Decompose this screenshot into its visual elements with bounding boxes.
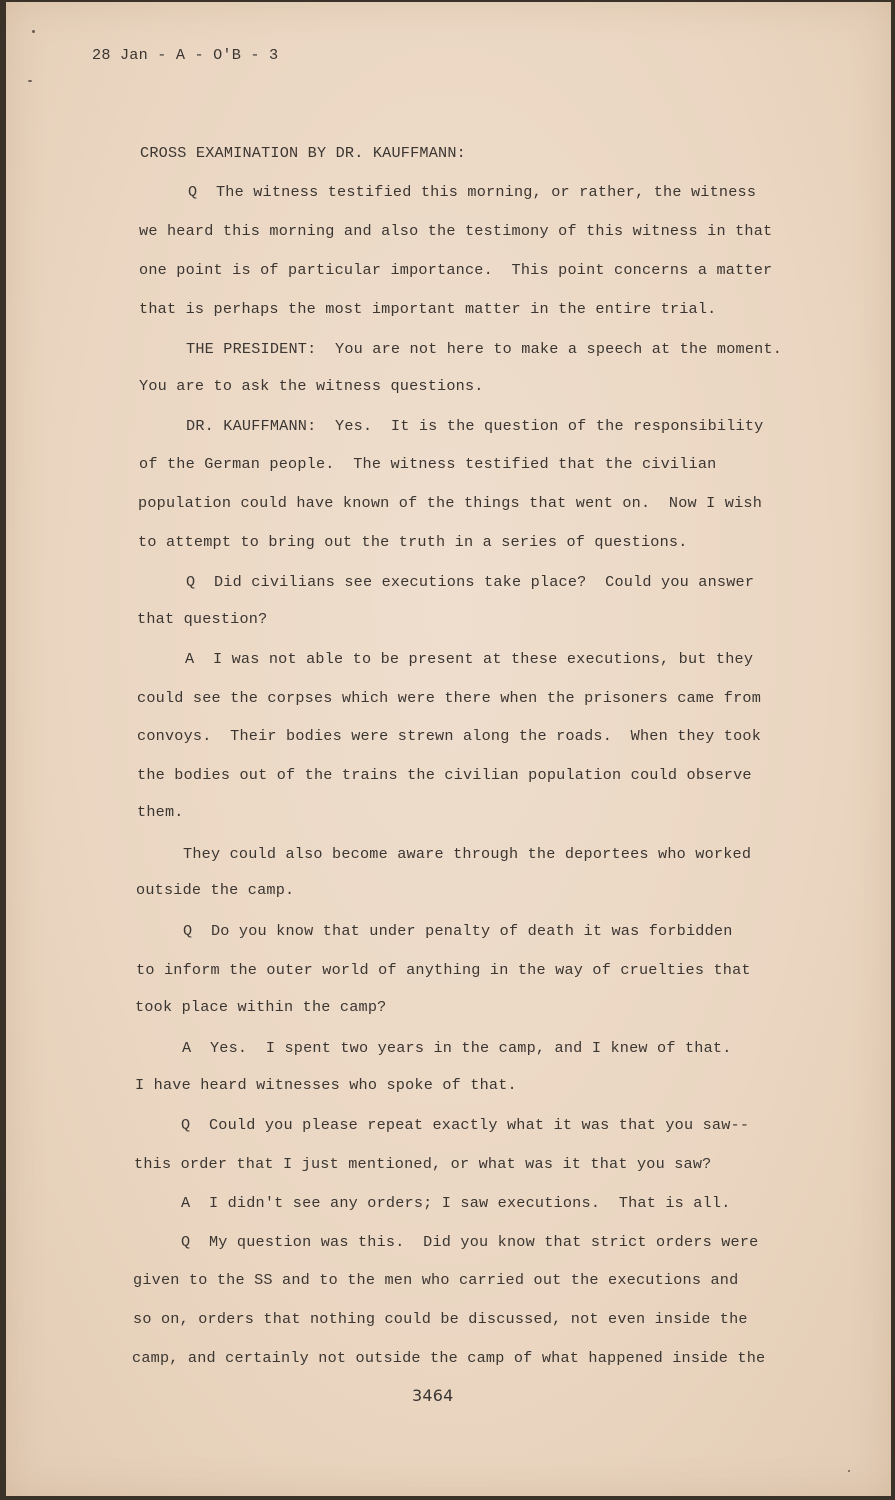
section-heading: CROSS EXAMINATION BY DR. KAUFFMANN:	[140, 144, 466, 162]
text-line: could see the corpses which were there when the prisoners came from	[137, 689, 762, 707]
text-line: A I was not able to be present at these executions, but they	[185, 650, 754, 668]
paper-speck	[32, 30, 35, 33]
page-number: 3464	[412, 1386, 454, 1405]
text-line: Q My question was this. Did you know that strict orders were	[181, 1233, 759, 1251]
text-line: that is perhaps the most important matter in the entire trial.	[139, 300, 717, 318]
text-line: THE PRESIDENT: You are not here to make a speech at the moment.	[186, 340, 783, 358]
text-line: to inform the outer world of anything in the way of cruelties that	[136, 961, 751, 979]
paper-speck	[28, 80, 32, 82]
text-line: They could also become aware through the deportees who worked	[183, 845, 752, 863]
page-header: 28 Jan - A - O'B - 3	[92, 46, 279, 64]
text-line: You are to ask the witness questions.	[139, 377, 484, 395]
text-line: Q The witness testified this morning, or rather, the witness	[188, 183, 757, 201]
text-line: population could have known of the things that went on. Now I wish	[138, 494, 763, 512]
text-line: A I didn't see any orders; I saw executions. That is all.	[181, 1194, 731, 1212]
text-line: of the German people. The witness testified that the civilian	[139, 455, 717, 473]
text-line: given to the SS and to the men who carried out the executions and	[133, 1271, 739, 1289]
text-line: convoys. Their bodies were strewn along the roads. When they took	[137, 727, 762, 745]
text-line: to attempt to bring out the truth in a series of questions.	[138, 533, 688, 551]
text-line: A Yes. I spent two years in the camp, and I knew of that.	[182, 1039, 732, 1057]
text-line: DR. KAUFFMANN: Yes. It is the question of the responsibility	[186, 417, 764, 435]
text-line: I have heard witnesses who spoke of that.	[135, 1076, 517, 1094]
paper-speck	[848, 1470, 850, 1472]
text-line: camp, and certainly not outside the camp of what happened inside the	[132, 1349, 766, 1367]
text-line: so on, orders that nothing could be discussed, not even inside the	[133, 1310, 748, 1328]
text-line: this order that I just mentioned, or what was it that you saw?	[134, 1155, 712, 1173]
text-line: we heard this morning and also the testimony of this witness in that	[139, 222, 773, 240]
text-line: the bodies out of the trains the civilian population could observe	[137, 766, 752, 784]
text-line: one point is of particular importance. This point concerns a matter	[139, 261, 773, 279]
text-line: took place within the camp?	[135, 998, 387, 1016]
text-line: outside the camp.	[136, 881, 295, 899]
text-line: Q Do you know that under penalty of death it was forbidden	[183, 922, 733, 940]
text-line: Q Could you please repeat exactly what it was that you saw--	[181, 1116, 750, 1134]
document-page	[6, 2, 891, 1496]
text-line: them.	[137, 803, 184, 821]
text-line: Q Did civilians see executions take place? Could you answer	[186, 573, 755, 591]
text-line: that question?	[137, 610, 268, 628]
